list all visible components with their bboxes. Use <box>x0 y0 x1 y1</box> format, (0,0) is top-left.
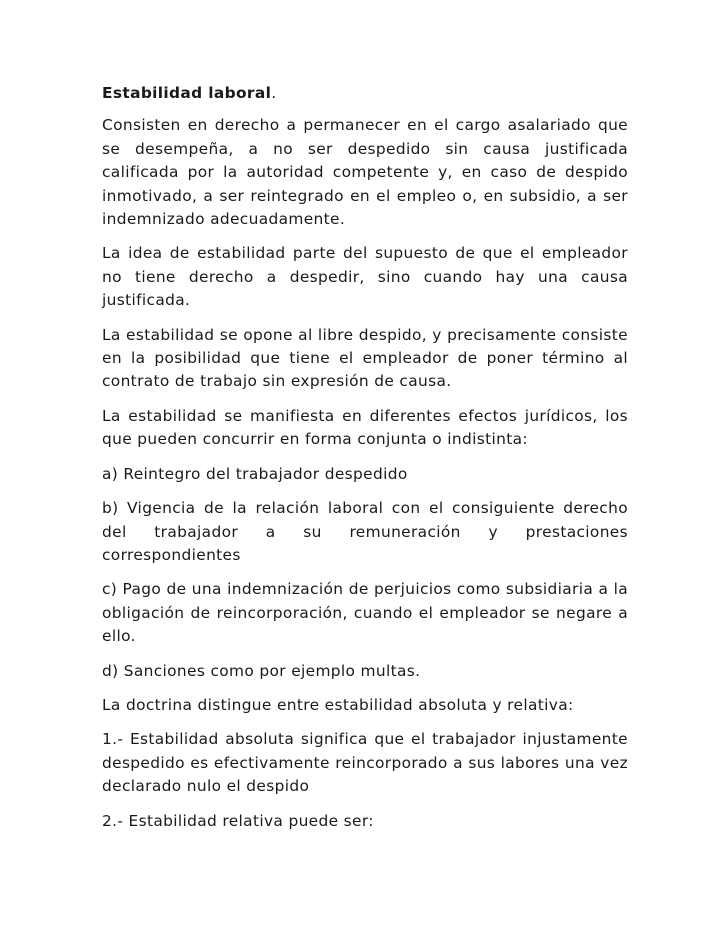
document-title <box>102 82 628 105</box>
paragraph-doctrine: La doctrina distingue entre estabilidad absoluta y relativa: <box>102 695 574 714</box>
list-item-2: 2.- Estabilidad relativa puede ser: <box>102 811 374 830</box>
list-item-d: d) Sanciones como por ejemplo multas. <box>102 661 421 680</box>
paragraph-effects-intro: La estabilidad se manifiesta en diferentes efectos jurídicos, los que pueden concurrir en forma conjunta o indistinta: <box>102 406 628 449</box>
document-page <box>102 82 628 844</box>
list-item-1: 1.- Estabilidad absoluta significa que el trabajador injustamente despedido es efectivamente reincorporado a sus labores una vez declarado nulo el despido <box>102 730 628 796</box>
document-title-text: Estabilidad laboral <box>102 84 272 102</box>
document-title-period: . <box>271 84 277 102</box>
list-item-b: b) Vigencia de la relación laboral con el consiguiente derecho del trabajador a su remuneración y prestaciones correspondientes <box>102 499 628 564</box>
list-item-a: a) Reintegro del trabajador despedido <box>102 464 408 483</box>
paragraph-definition: Consisten en derecho a permanecer en el cargo asalariado que se desempeña, a no ser despedido sin causa justificada calificada por la autoridad competente y, en caso de despido inmotivado, a ser reintegrado en el empleo o, en subsidio, a ser indemnizado adecuadamente. <box>102 116 628 229</box>
paragraph-idea: La idea de estabilidad parte del supuesto de que el empleador no tiene derecho a despedir, sino cuando hay una causa justificada. <box>102 244 628 310</box>
list-item-c: c) Pago de una indemnización de perjuicios como subsidiaria a la obligación de reincorporación, cuando el empleador se negare a ello. <box>102 580 628 646</box>
paragraph-opposition: La estabilidad se opone al libre despido, y precisamente consiste en la posibilidad que tiene el empleador de poner término al contrato de trabajo sin expresión de causa. <box>102 325 628 391</box>
